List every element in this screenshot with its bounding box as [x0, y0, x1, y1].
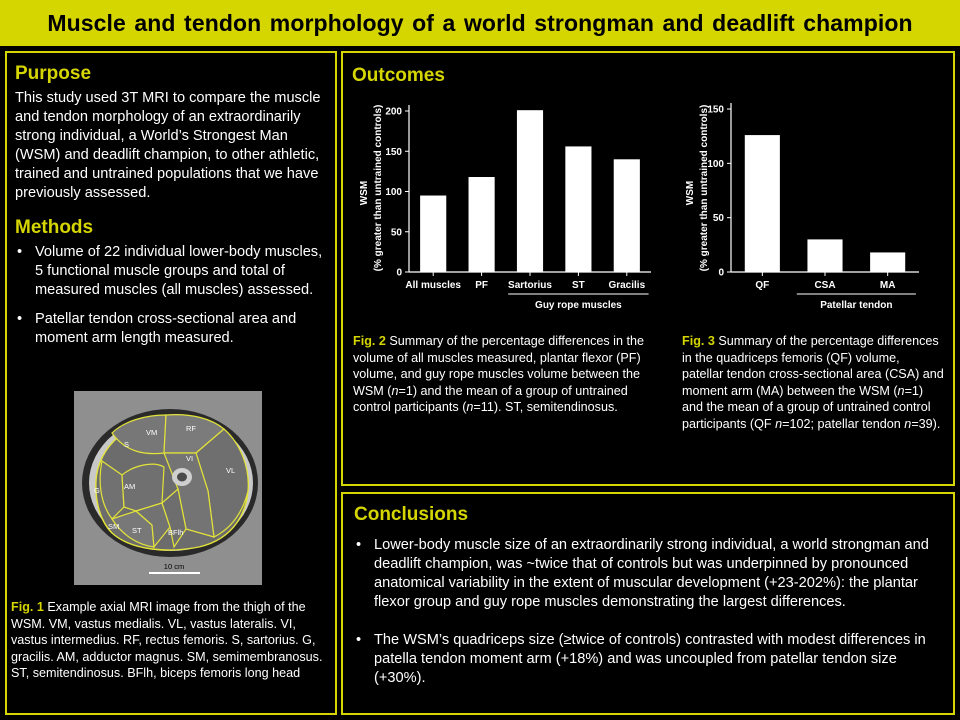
fig2-y-tick-label: 200 — [385, 106, 402, 118]
fig3-group-label: Patellar tendon — [820, 300, 893, 311]
purpose-heading: Purpose — [15, 63, 92, 84]
fig2-category-label: PF — [475, 280, 488, 291]
fig3-y-tick-label: 0 — [718, 267, 724, 279]
fig2-bar — [517, 110, 543, 272]
outcomes-panel — [341, 51, 955, 486]
mri-label: VI — [186, 454, 194, 463]
fig3-y-tick-label: 100 — [707, 158, 724, 170]
fig3-n-italic: n — [904, 416, 912, 431]
mri-scale-label: 10 cm — [163, 562, 185, 571]
fig3-n-italic: n — [775, 416, 783, 431]
fig2-category-label: Gracilis — [608, 280, 646, 291]
mri-label: SM — [108, 522, 120, 531]
fig1-caption — [11, 599, 333, 682]
fig3-label: Fig. 3 — [682, 334, 715, 348]
fig3-chart — [679, 93, 919, 323]
fig3-y-axis-label-wsm: WSM — [685, 180, 696, 206]
fig3-bar — [870, 252, 905, 272]
fig2-group-label: Guy rope muscles — [535, 300, 622, 311]
methods-heading: Methods — [15, 217, 94, 238]
fig3-text-3: =102; patellar tendon — [782, 416, 905, 431]
fig3-text-1: Summary of the percentage differences in the quadriceps femoris (QF) volume, patellar tendon cross-sectional area (CSA) and moment arm (MA) between the WSM ( — [682, 334, 944, 398]
fig2-label: Fig. 2 — [353, 334, 386, 348]
fig3-bar — [745, 135, 780, 272]
fig2-n-italic: n — [466, 400, 474, 414]
mri-image — [74, 391, 262, 585]
conclusions-panel — [341, 492, 955, 715]
fig2-bar — [420, 196, 446, 272]
fig2-bar — [614, 159, 640, 272]
left-panel — [5, 51, 337, 715]
fig1-label: Fig. 1 — [11, 600, 44, 614]
fig3-category-label: CSA — [814, 280, 836, 291]
fig2-y-axis-label-wsm: WSM — [359, 180, 370, 206]
mri-label: VL — [226, 466, 236, 475]
fig2-n-italic: n — [391, 383, 399, 398]
fig3-text-4: =39). — [911, 416, 941, 431]
fig2-y-tick-label: 100 — [385, 187, 402, 198]
fig2-y-tick-label: 150 — [385, 146, 402, 158]
conclusions-bullet: • Lower-body muscle size of an extraordinarily strong individual, a world strongman and deadlift champion, was ~twice that of controls but was underpinned by pronounced anatomical variability in the extent of muscular development (+23-202%): the plantar flexor group and guy rope muscles demonstrating the largest differences. — [354, 536, 948, 612]
fig2-category-label: ST — [572, 280, 585, 291]
methods-bullet: • Volume of 22 individual lower-body muscles, 5 functional muscle groups and total of measured muscles (all muscles) assessed. — [15, 243, 333, 300]
mri-label: VM — [146, 428, 158, 437]
conclusions-heading: Conclusions — [354, 504, 469, 525]
fig3-n-italic: n — [897, 383, 905, 398]
methods-bullet: • Patellar tendon cross-sectional area and moment arm length measured. — [15, 310, 333, 348]
fig3-caption — [682, 333, 944, 432]
fig3-y-axis-label-unit: (% greater than untrained controls) — [699, 104, 710, 272]
conclusions-list — [354, 536, 948, 688]
fig2-text-2: =1) and the mean of a group of untrained control participants ( — [353, 383, 628, 414]
fig2-chart — [353, 93, 653, 323]
conclusions-bullet: • The WSM’s quadriceps size (≥twice of controls) contrasted with modest differences in patella tendon moment arm (+18%) and was uncoupled from patellar tendon size (+30%). — [354, 631, 948, 688]
fig3-category-label: QF — [755, 280, 770, 291]
fig2-text-1: Summary of the percentage differences in the volume of all muscles measured, plantar flexor (PF) volume, and guy rope muscles volume between the WSM ( — [353, 334, 644, 398]
fig2-bar — [565, 146, 591, 272]
fig2-category-label: All muscles — [405, 280, 461, 291]
fig3-category-label: MA — [879, 280, 896, 291]
mri-label: G — [94, 486, 100, 495]
fig2-caption — [353, 333, 659, 416]
mri-label: RF — [186, 424, 196, 433]
mri-label: ST — [132, 526, 142, 535]
fig3-y-tick-label: 150 — [707, 104, 724, 116]
fig2-y-axis-label-unit: (% greater than untrained controls) — [373, 104, 384, 272]
fig2-y-tick-label: 50 — [390, 227, 402, 239]
mri-label: S — [124, 440, 130, 449]
fig2-y-tick-label: 0 — [396, 267, 402, 279]
fig2-bar — [469, 177, 495, 272]
fig3-bar — [807, 239, 842, 272]
poster-title: Muscle and tendon morphology of a world strongman and deadlift champion — [0, 0, 960, 46]
fig2-category-label: Sartorius — [508, 280, 552, 291]
methods-list — [15, 243, 333, 348]
mri-thigh-cross-section — [74, 391, 262, 585]
fig3-y-tick-label: 50 — [712, 213, 724, 225]
fig1-text: Example axial MRI image from the thigh of the WSM. VM, vastus medialis. VL, vastus lateralis. VI, vastus intermedius. RF, rectus femoris. S, sartorius. G, gracilis. AM, adductor magnus. SM, semimembranosus. ST, semitendinosus. BFlh, biceps femoris long head — [11, 600, 323, 680]
outcomes-heading: Outcomes — [352, 65, 445, 86]
mri-label: AM — [124, 482, 136, 491]
mri-label: BFlh — [168, 528, 184, 537]
purpose-text: This study used 3T MRI to compare the muscle and tendon morphology of an extraordinarily strong individual, a World’s Strongest Man (WSM) and deadlift champion, to other athletic, trained and untrained populations that we have previously assessed. — [15, 90, 321, 201]
fig3-text-2: =1) and the mean of a group of untrained control participants (QF — [682, 383, 931, 431]
fig2-text-3: =11). ST, semitendinosus. — [473, 400, 618, 414]
